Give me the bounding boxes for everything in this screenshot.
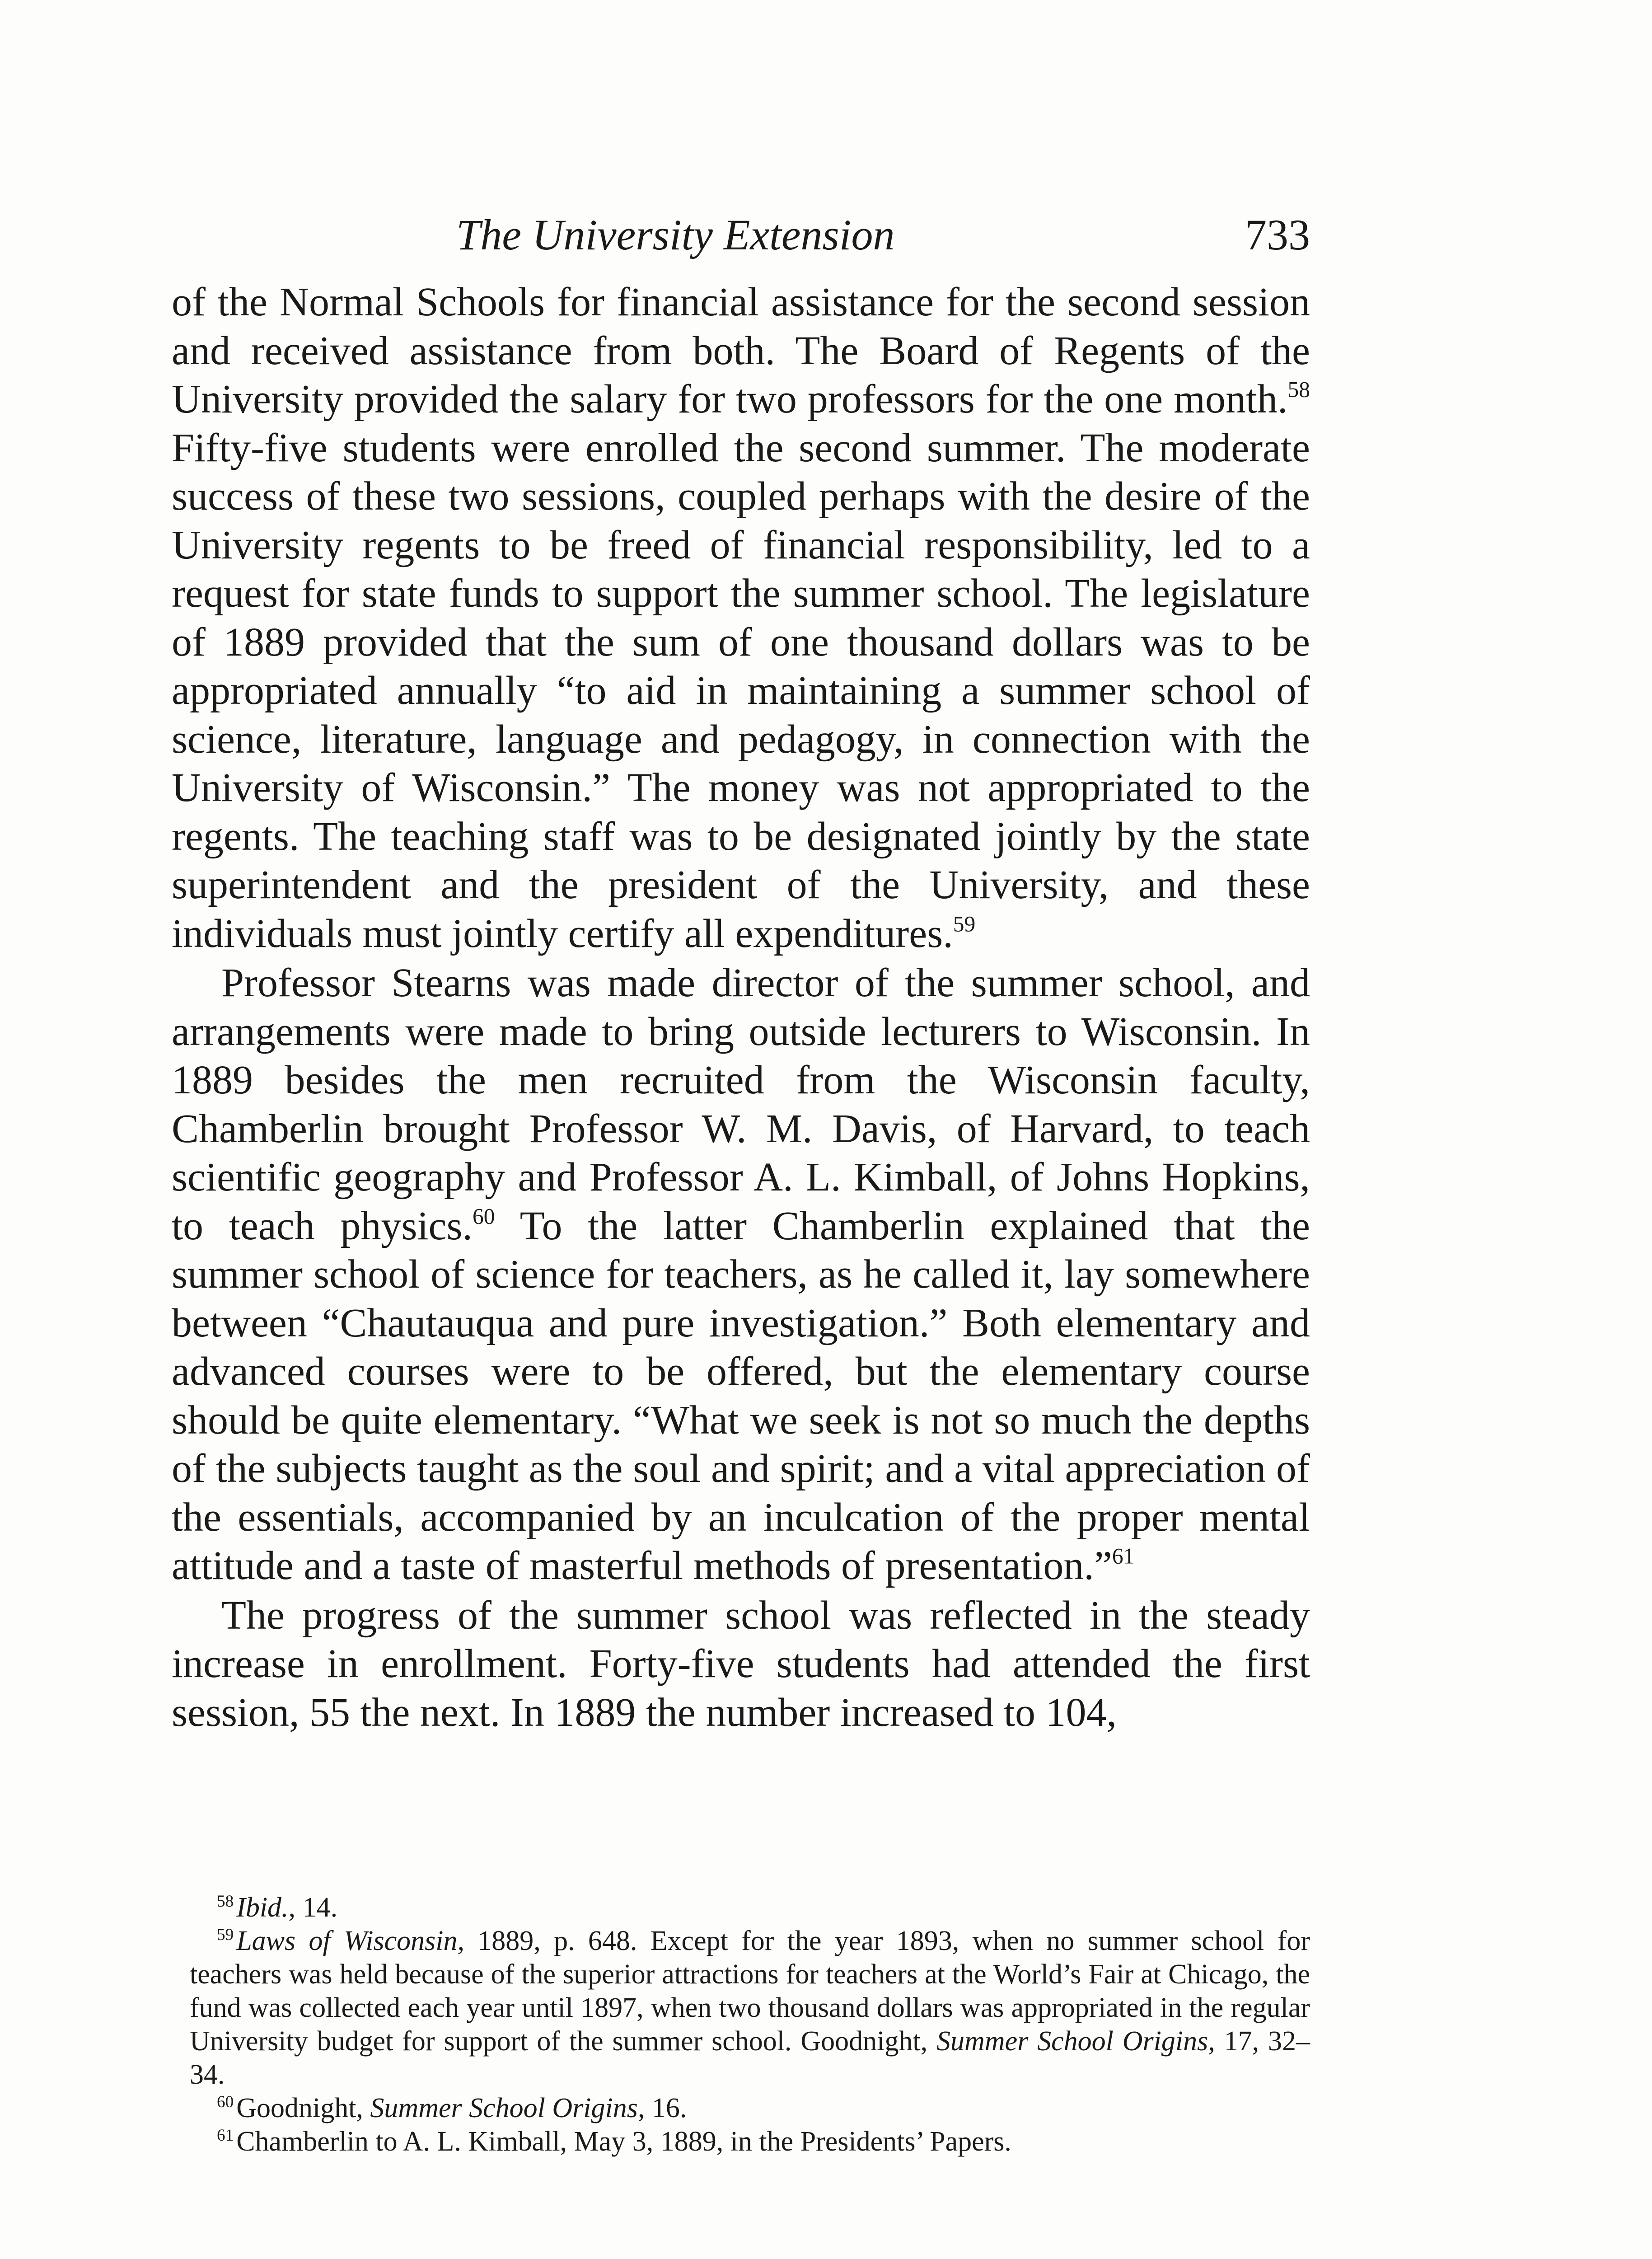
footnote-reference: 59: [953, 911, 976, 936]
footnote-60: [190, 2091, 1310, 2125]
text-run: Goodnight,: [236, 2093, 370, 2123]
italic-run: Summer School Origins,: [936, 2026, 1215, 2057]
text-run: of the Normal Schools for financial assistance for the second session and received assistance from both. The Board of Regents of the University provided the salary for two professors for the one month.: [172, 280, 1310, 422]
text-run: To the latter Chamberlin explained that the summer school of science for teachers, as he called it, lay somewhere between “Chautauqua and pure investigation.” Both elementary and advanced courses were to be offered, but the elementary course should be quite elementary. “What we seek is not so much the depths of the subjects taught as the soul and spirit; and a vital appreciation of the essentials, accompanied by an inculcation of the proper mental attitude and a taste of masterful methods of presentation.”: [172, 1203, 1310, 1588]
text-run: Fifty-five students were enrolled the second summer. The moderate success of these two sessions, coupled perhaps with the desire of the University regents to be freed of financial responsibility, led to a request for state funds to support the summer school. The legislature of 1889 provided that the sum of one thousand dollars was to be appropriated annually “to aid in maintaining a summer school of science, literature, language and pedagogy, in connection with the University of Wisconsin.” The money was not appropriated to the regents. The teaching staff was to be designated jointly by the state superintendent and the president of the University, and these individuals must jointly certify all expenditures.: [172, 425, 1310, 956]
footnote-61: [190, 2125, 1310, 2158]
footnote-reference: 60: [473, 1203, 495, 1228]
footnote-mark: 58: [217, 1892, 234, 1911]
text-run: Professor Stearns was made director of the summer school, and arrangements were made to bring outside lecturers to Wisconsin. In 1889 besides the men recruited from the Wisconsin faculty, Chamberlin brought Professor W. M. Davis, of Harvard, to teach scientific geography and Professor A. L. Kimball, of Johns Hopkins, to teach physics.: [172, 961, 1310, 1248]
running-title: The University Extension: [456, 211, 895, 259]
italic-run: Ibid.,: [236, 1892, 296, 1923]
footnote-mark: 59: [217, 1925, 234, 1944]
text-run: 1889, p. 648. Except for the year 1893, when no summer school for teachers was held because of the superior attractions for teachers at the World’s Fair at Chicago, the fund was collected each year until 1897, when two thousand dollars was appropriated in the regular University budget for support of the summer school. Goodnight,: [190, 1926, 1310, 2057]
footnote-59: [190, 1924, 1310, 2091]
footnotes: [190, 1891, 1310, 2158]
body-text: [172, 278, 1310, 1737]
text-run: Chamberlin to A. L. Kimball, May 3, 1889, in the Presidents’ Papers.: [236, 2126, 1011, 2157]
italic-run: Summer School Origins,: [370, 2093, 645, 2123]
footnote-reference: 61: [1112, 1543, 1135, 1569]
footnote-mark: 60: [217, 2092, 234, 2111]
footnote-58: [190, 1891, 1310, 1924]
footnote-mark: 61: [217, 2126, 234, 2145]
paragraph-2: [172, 959, 1310, 1590]
footnote-reference: 58: [1287, 377, 1310, 402]
text-run: 17, 32–34.: [190, 2026, 1310, 2090]
page-header: [172, 199, 1310, 271]
text-run: The progress of the summer school was reflected in the steady increase in enrollment. Forty-five students had attended the first session, 55 the next. In 1889 the number increased to 104,: [172, 1593, 1310, 1735]
text-run: 16.: [645, 2093, 687, 2123]
italic-run: Laws of Wisconsin,: [236, 1926, 464, 1956]
paragraph-1: [172, 278, 1310, 958]
text-run: 14.: [295, 1892, 338, 1923]
paragraph-3: [172, 1591, 1310, 1737]
page-number: 733: [1245, 211, 1310, 259]
